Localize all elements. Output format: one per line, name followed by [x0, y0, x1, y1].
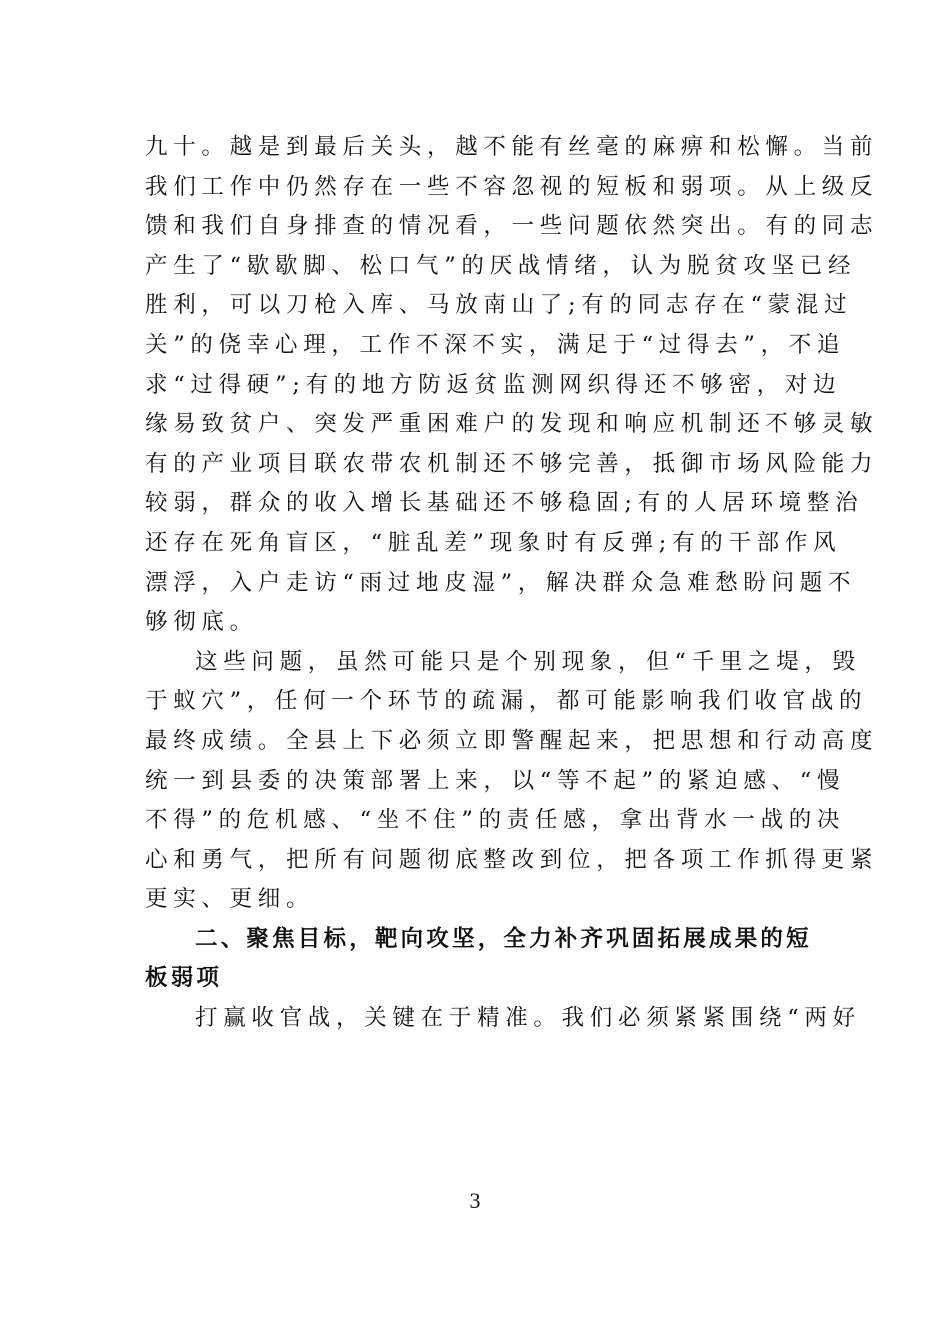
text-line: 我们工作中仍然存在一些不容忽视的短板和弱项。从上级反 — [145, 173, 879, 200]
text-line: 最终成绩。全县上下必须立即警醒起来，把思想和行动高度 — [145, 727, 879, 754]
text-line: 于蚁穴”，任何一个环节的疏漏，都可能影响我们收官战的 — [145, 688, 868, 715]
text-line: 胜利，可以刀枪入库、马放南山了;有的同志存在“蒙混过 — [145, 292, 853, 319]
paragraph-warning — [145, 643, 879, 920]
text-line: 求“过得硬”;有的地方防返贫监测网织得还不够密，对边 — [145, 371, 842, 398]
section-heading — [145, 920, 812, 999]
text-line: 有的产业项目联农带农机制还不够完善，抵御市场风险能力 — [145, 450, 879, 477]
text-line: 缘易致贫户、突发严重困难户的发现和响应机制还不够灵敏 — [145, 411, 879, 438]
document-body — [145, 128, 879, 1039]
text-line: 关”的侥幸心理，工作不深不实，满足于“过得去”，不追 — [145, 331, 846, 358]
text-line: 统一到县委的决策部署上来，以“等不起”的紧迫感、“慢 — [145, 767, 846, 794]
text-line: 打赢收官战，关键在于精准。我们必须紧紧围绕“两好 — [195, 1005, 861, 1032]
paragraph-problems — [145, 128, 879, 643]
text-line: 更实、更细。 — [145, 886, 315, 913]
text-line: 九十。越是到最后关头，越不能有丝毫的麻痹和松懈。当前 — [145, 134, 879, 160]
text-line: 漂浮，入户走访“雨过地皮湿”，解决群众急难愁盼问题不 — [145, 569, 857, 596]
text-line: 这些问题，虽然可能只是个别现象，但“千里之堤，毁 — [195, 648, 861, 675]
text-line: 不得”的危机感、“坐不住”的责任感，拿出背水一战的决 — [145, 807, 846, 834]
text-line: 馈和我们自身排查的情况看，一些问题依然突出。有的同志 — [145, 213, 879, 240]
text-line: 产生了“歇歇脚、松口气”的厌战情绪，认为脱贫攻坚已经 — [145, 252, 857, 279]
paragraph-precision — [145, 999, 861, 1039]
text-line: 还存在死角盲区，“脏乱差”现象时有反弹;有的干部作风 — [145, 529, 842, 556]
text-line: 够彻底。 — [145, 609, 258, 636]
heading-line: 板弱项 — [145, 965, 223, 992]
page-number: 3 — [469, 1188, 481, 1213]
text-line: 心和勇气，把所有问题彻底整改到位，把各项工作抓得更紧 — [145, 846, 879, 873]
heading-line: 二、聚焦目标，靶向攻坚，全力补齐巩固拓展成果的短 — [195, 925, 812, 952]
text-line: 较弱，群众的收入增长基础还不够稳固;有的人居环境整治 — [145, 490, 864, 517]
